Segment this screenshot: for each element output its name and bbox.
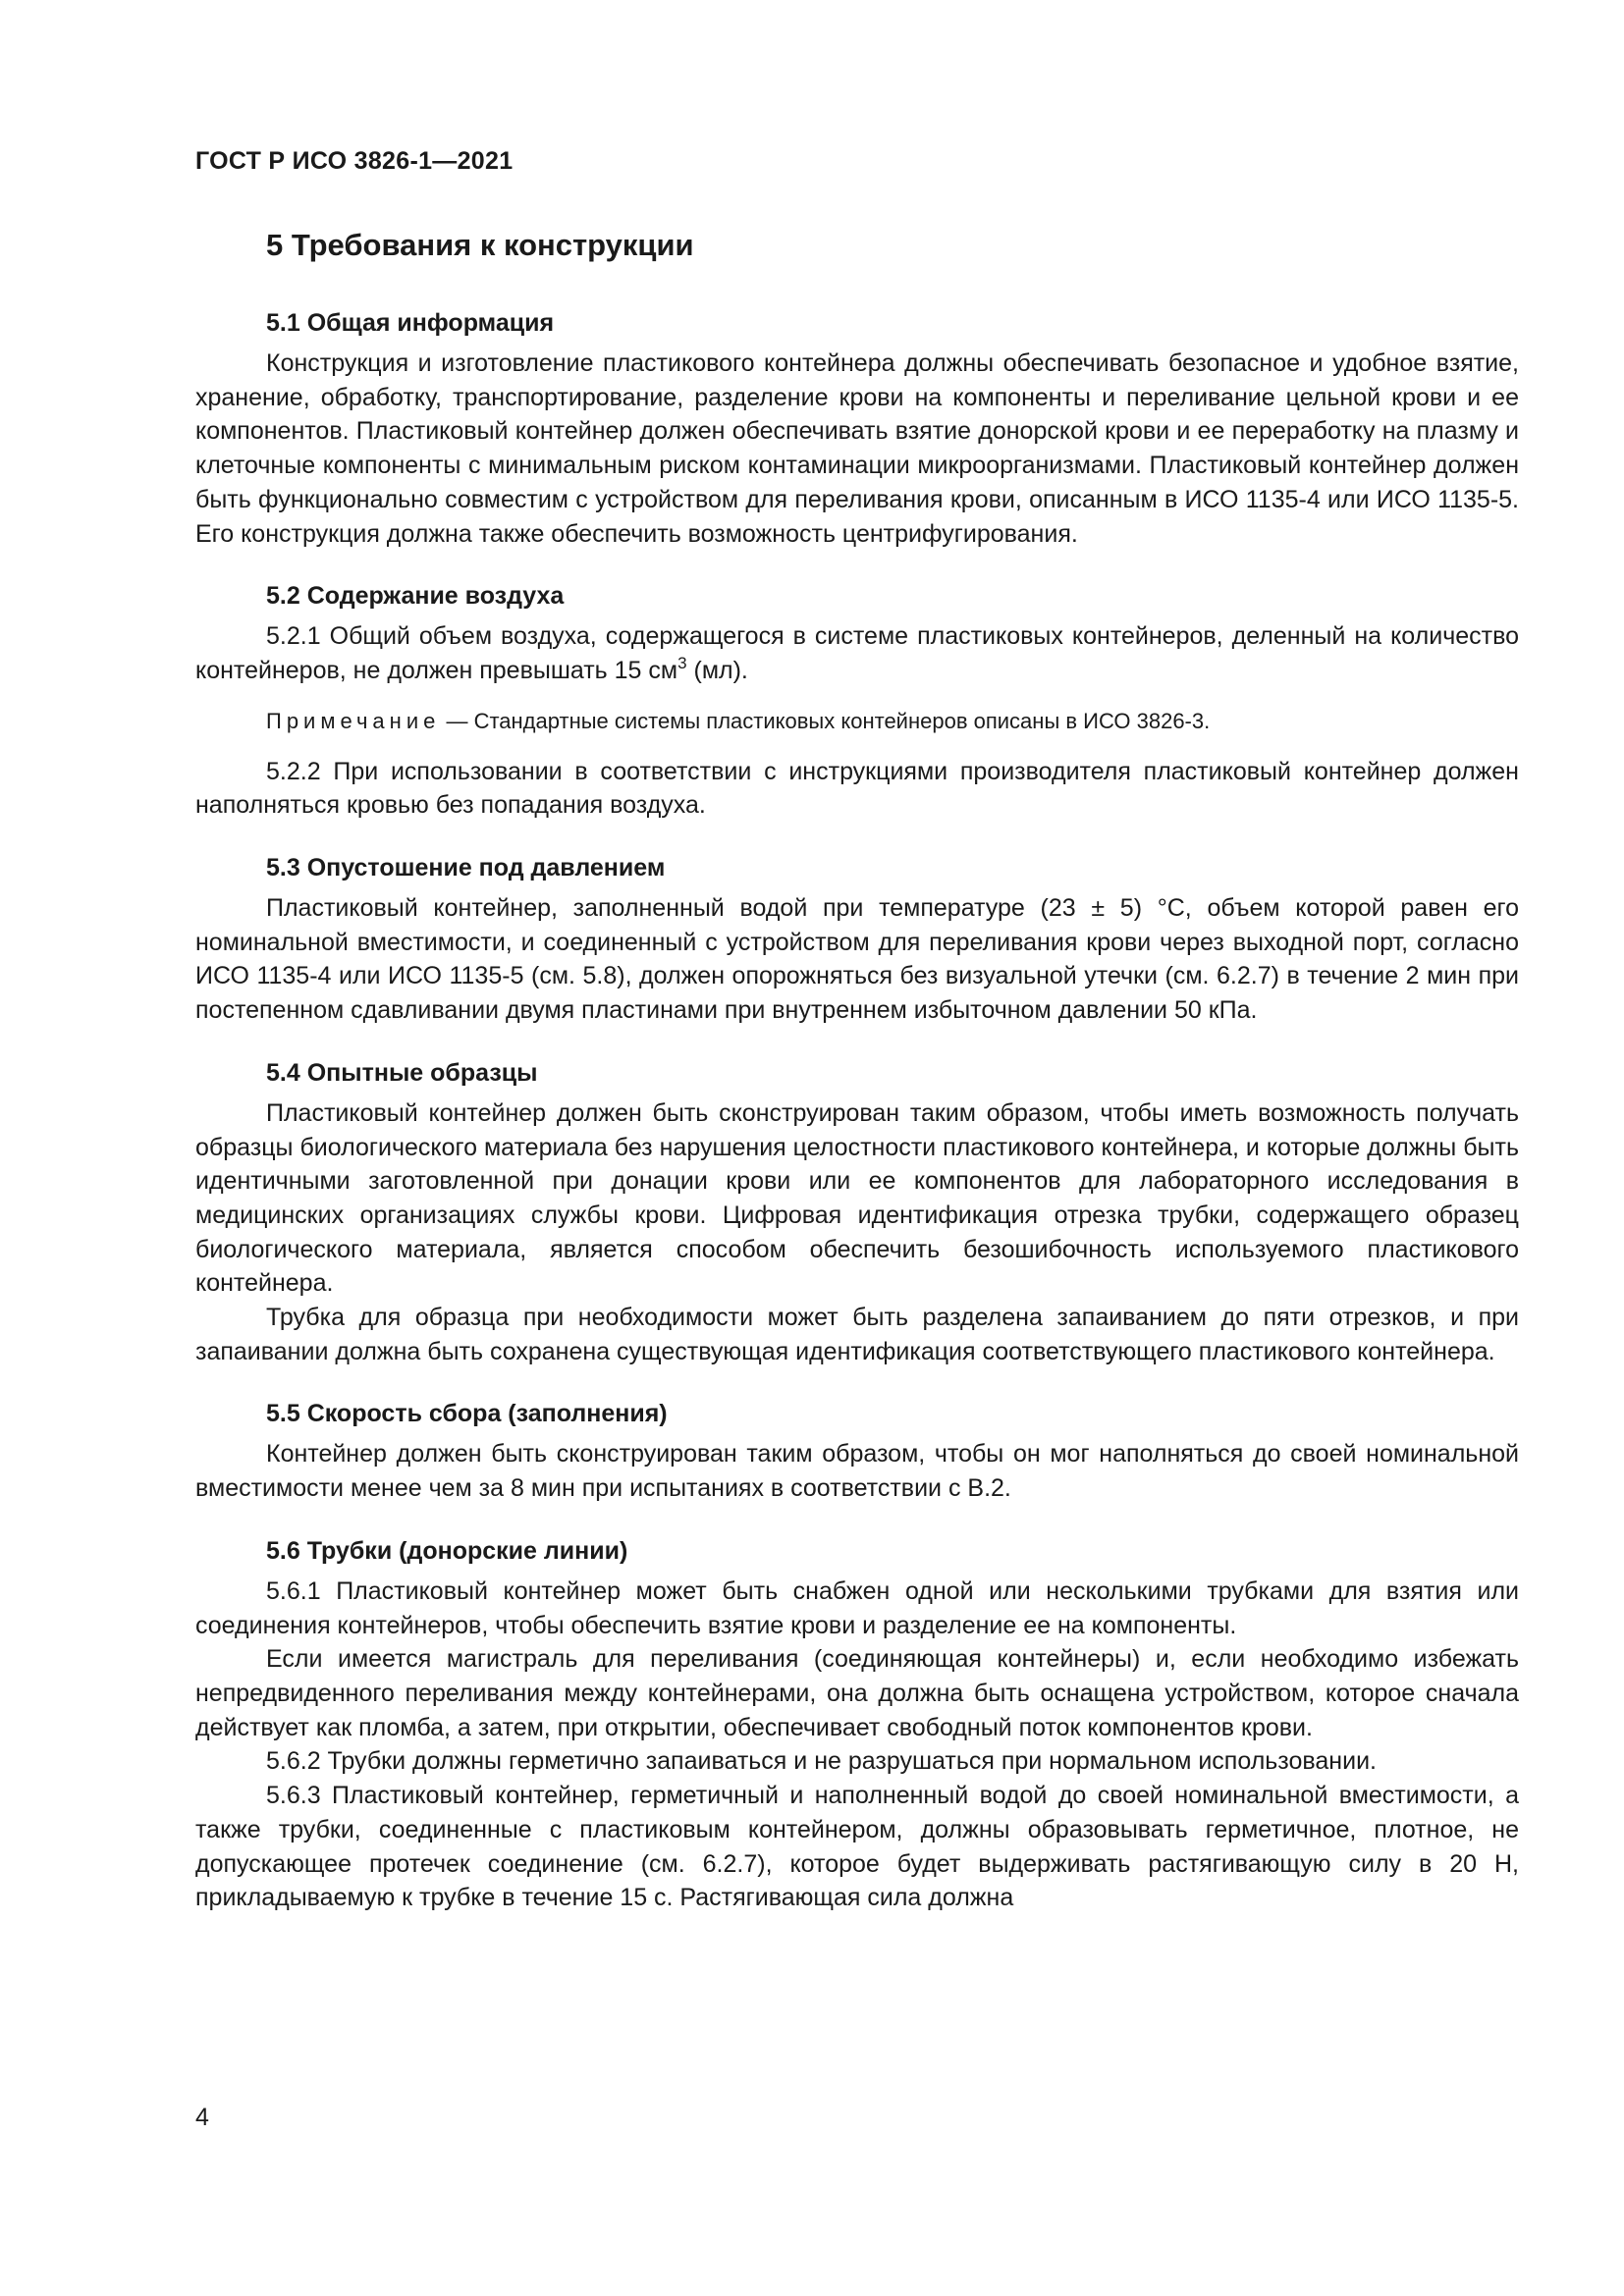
paragraph-5-6-1-b: Если имеется магистраль для переливания (соединяющая контейнеры) и, если необходимо избежать непредвиденного переливания между контейнерами, она должна быть оснащена устройством, которое сначала действует как пломба, а затем, при открытии, обеспечивает свободный поток компонентов крови. bbox=[195, 1645, 1519, 1741]
subsection-title-5-1: 5.1 Общая информация bbox=[266, 309, 555, 337]
document-body bbox=[195, 221, 1519, 1915]
paragraph-5-2-1-tail: (мл). bbox=[686, 656, 748, 684]
paragraph-5-4-b: Трубка для образца при необходимости может быть разделена запаиванием до пяти отрезков, и при запаивании должна быть сохранена существующая идентификация соответствующего пластикового контейнера. bbox=[195, 1304, 1519, 1365]
paragraph-5-6-2: 5.6.2 Трубки должны герметично запаиваться и не разрушаться при нормальном использовании. bbox=[266, 1747, 1377, 1776]
paragraph-5-2-1-text: 5.2.1 Общий объем воздуха, содержащегося в системе пластиковых контейнеров, деленный на количество контейнеров, не должен превышать 15 см bbox=[195, 622, 1519, 684]
paragraph-5-2-2: 5.2.2 При использовании в соответствии с инструкциями производителя пластиковый контейнер должен наполняться кровью без попадания воздуха. bbox=[195, 757, 1519, 820]
note-label: Примечание bbox=[266, 708, 441, 733]
subsection-title-5-4: 5.4 Опытные образцы bbox=[266, 1058, 538, 1087]
standard-header: ГОСТ Р ИСО 3826-1—2021 bbox=[195, 147, 514, 175]
subsection-title-5-6: 5.6 Трубки (донорские линии) bbox=[266, 1536, 628, 1565]
note bbox=[266, 706, 1519, 737]
paragraph-5-4-a: Пластиковый контейнер должен быть сконструирован таким образом, чтобы иметь возможность получать образцы биологического материала без нарушения целостности пластикового контейнера, и которые должны быть идентичными заготовленной при донации крови или ее компонентов для лабораторного исследования в медицинских организациях службы крови. Цифровая идентификация отрезка трубки, содержащего образец биологического материала, является способом обеспечить безошибочность используемого пластикового контейнера. bbox=[195, 1098, 1519, 1298]
page-number: 4 bbox=[195, 2104, 209, 2131]
section-title: 5 Требования к конструкции bbox=[266, 228, 694, 262]
paragraph-5-1: Конструкция и изготовление пластикового контейнера должны обеспечивать безопасное и удобное взятие, хранение, обработку, транспортирование, разделение крови на компоненты и переливание цельной крови и ее компонентов. Пластиковый контейнер должен обеспечивать взятие донорской крови и ее переработку на плазму и клеточные компоненты с минимальным риском контаминации микроорганизмами. Пластиковый контейнер должен быть функционально совместим с устройством для переливания крови, описанным в ИСО 1135-4 или ИСО 1135-5. Его конструкция должна также обеспечить возможность центрифугирования. bbox=[195, 349, 1519, 548]
superscript-3: 3 bbox=[677, 653, 687, 672]
subsection-title-5-5: 5.5 Скорость сбора (заполнения) bbox=[266, 1400, 668, 1428]
paragraph-5-3: Пластиковый контейнер, заполненный водой при температуре (23 ± 5) °С, объем которой равен его номинальной вместимости, и соединенный с устройством для переливания крови через выходной порт, согласно ИСО 1135-4 или ИСО 1135-5 (см. 5.8), должен опорожняться без визуальной утечки (см. 6.2.7) в течение 2 мин при постепенном сдавливании двумя пластинами при внутреннем избыточном давлении 50 кПа. bbox=[195, 894, 1519, 1025]
paragraph-5-6-1: 5.6.1 Пластиковый контейнер может быть снабжен одной или несколькими трубками для взятия или соединения контейнеров, чтобы обеспечить взятие крови и разделение ее на компоненты. bbox=[195, 1576, 1519, 1639]
paragraph-5-5: Контейнер должен быть сконструирован таким образом, чтобы он мог наполняться до своей номинальной вместимости менее чем за 8 мин при испытаниях в соответствии с В.2. bbox=[195, 1440, 1519, 1503]
subsection-title-5-2: 5.2 Содержание воздуха bbox=[266, 582, 565, 611]
note-text: — Стандартные системы пластиковых контейнеров описаны в ИСО 3826-3. bbox=[440, 708, 1211, 733]
paragraph-5-2-1 bbox=[195, 619, 1519, 687]
paragraph-5-6-3: 5.6.3 Пластиковый контейнер, герметичный и наполненный водой до своей номинальной вместимости, а также трубки, соединенные с пластиковым контейнером, должны образовывать герметичное, плотное, не допускающее протечек соединение (см. 6.2.7), которое будет выдерживать растягивающую силу в 20 Н, прикладываемую к трубке в течение 15 с. Растягивающая сила должна bbox=[195, 1782, 1519, 1912]
subsection-title-5-3: 5.3 Опустошение под давлением bbox=[266, 854, 666, 882]
